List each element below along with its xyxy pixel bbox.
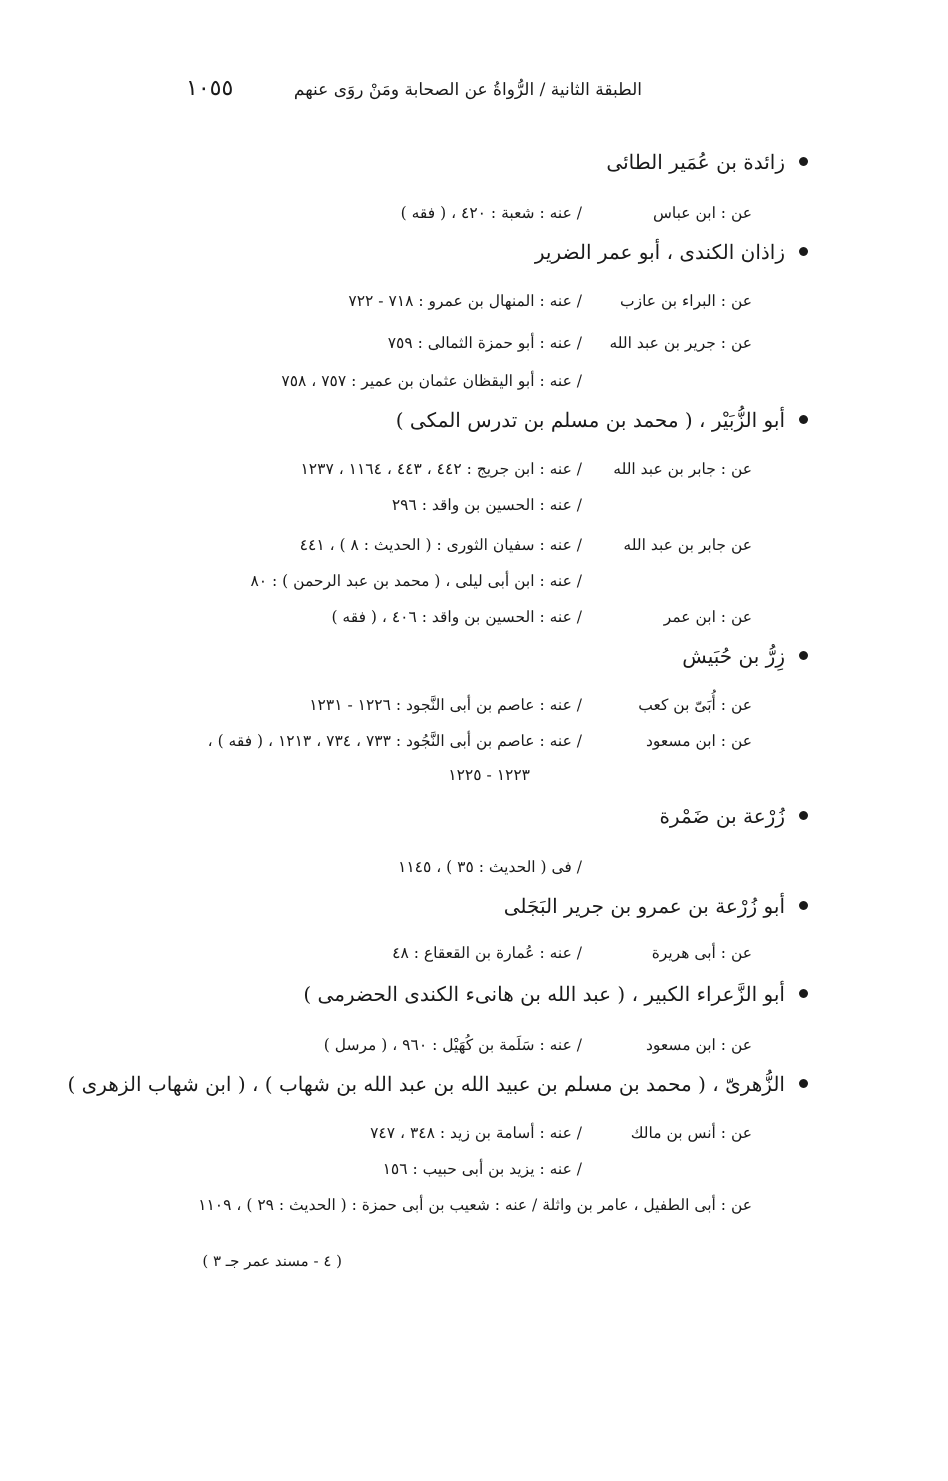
to-cell: / عنه : الحسين بن واقد : ٤٠٦ ، ( فقه ) [331, 608, 582, 626]
to-cell: / عنه : ابن أبى ليلى ، ( محمد بن عبد الرحمن ) : ٨٠ [250, 572, 582, 590]
bullet-icon [799, 811, 808, 820]
bullet-icon [799, 901, 808, 910]
to-cell: / عنه : أبو اليقظان عثمان بن عمير : ٧٥٧ ، ٧٥٨ [281, 372, 582, 390]
to-cell: ١٢٢٣ - ١٢٢٥ [448, 766, 530, 784]
from-cell: عن : جابر بن عبد الله [613, 460, 752, 478]
to-cell: / عنه : يزيد بن أبى حبيب : ١٥٦ [382, 1160, 582, 1178]
to-cell: / عنه : عُمارة بن القعقاع : ٤٨ [392, 944, 582, 962]
to-cell: / عنه : عاصم بن أبى النَّجود : ١٢٢٦ - ١٢٣١ [309, 696, 582, 714]
page-number: ١٠٥٥ [186, 76, 234, 101]
to-cell: / عنه : سفيان الثورى : ( الحديث : ٨ ) ، ٤٤١ [299, 536, 582, 554]
narrator-name: زُرْعة بن ضَمْرة [659, 804, 785, 828]
bullet-icon [799, 989, 808, 998]
from-cell: عن : البراء بن عازب [620, 292, 752, 310]
from-cell-fullwidth: عن : أبى الطفيل ، عامر بن واثلة / عنه : شعيب بن أبى حمزة : ( الحديث : ٢٩ ) ، ١١٠٩ [198, 1196, 752, 1214]
to-cell: / عنه : ابن جريج : ٤٤٢ ، ٤٤٣ ، ١١٦٤ ، ١٢٣٧ [300, 460, 582, 478]
narrator-entry [659, 804, 808, 828]
from-cell: عن : أبى هريرة [651, 944, 752, 962]
narrator-name: أبو الزَّعراء الكبير ، ( عبد الله بن هانىء الكندى الحضرمى ) [303, 982, 785, 1006]
narrator-entry [606, 150, 808, 174]
narrator-entry [67, 1072, 808, 1096]
from-cell: عن : ابن مسعود [646, 1036, 752, 1054]
narrator-name: زِرُّ بن حُبَيش [682, 644, 785, 668]
narrator-name: الزُّهرىّ ، ( محمد بن مسلم بن عبيد الله بن عبد الله بن شهاب ) ، ( ابن شهاب الزهرى ) [67, 1072, 785, 1096]
bullet-icon [799, 415, 808, 424]
from-cell: عن جابر بن عبد الله [623, 536, 752, 554]
to-cell: / عنه : عاصم بن أبى النَّجُود : ٧٣٣ ، ٧٣٤ ، ١٢١٣ ، ( فقه ) ، [207, 732, 582, 750]
to-cell: / فى ( الحديث : ٣٥ ) ، ١١٤٥ [398, 858, 582, 876]
to-cell: / عنه : سَلَمة بن كُهَيْل : ٩٦٠ ، ( مرسل ) [323, 1036, 582, 1054]
narrator-name: أبو الزُّبَيْر ، ( محمد بن مسلم بن تدرس المكى ) [395, 408, 785, 432]
to-cell: / عنه : المنهال بن عمرو : ٧١٨ - ٧٢٢ [348, 292, 582, 310]
bullet-icon [799, 157, 808, 166]
to-cell: / عنه : أبو حمزة الثمالى : ٧٥٩ [387, 334, 582, 352]
from-cell: عن : جرير بن عبد الله [609, 334, 752, 352]
to-cell: / عنه : أسامة بن زيد : ٣٤٨ ، ٧٤٧ [370, 1124, 582, 1142]
narrator-name: زائدة بن عُمَير الطائى [606, 150, 785, 174]
from-cell: عن : أنس بن مالك [630, 1124, 752, 1142]
to-cell: / عنه : شعبة : ٤٢٠ ، ( فقه ) [400, 204, 582, 222]
from-cell: عن : أُبَىّ بن كعب [638, 696, 752, 714]
narrator-entry [396, 408, 808, 432]
narrator-entry [535, 240, 808, 264]
running-header-title: الطبقة الثانية / الرُّواةُ عن الصحابة ومَنْ روَى عنهم [293, 80, 642, 100]
from-cell: عن : ابن مسعود [646, 732, 752, 750]
footer-signature: ( ٤ - مسند عمر جـ ٣ ) [202, 1252, 342, 1270]
narrator-entry [682, 644, 808, 668]
from-cell: عن : ابن عباس [652, 204, 752, 222]
narrator-entry [504, 894, 808, 918]
narrator-entry [303, 982, 808, 1006]
to-cell: / عنه : الحسين بن واقد : ٢٩٦ [391, 496, 582, 514]
bullet-icon [799, 651, 808, 660]
narrator-name: أبو زُرْعة بن عمرو بن جرير البَجَلى [503, 894, 785, 918]
narrator-name: زاذان الكندى ، أبو عمر الضرير [534, 240, 785, 264]
bullet-icon [799, 247, 808, 256]
bullet-icon [799, 1079, 808, 1088]
from-cell: عن : ابن عمر [663, 608, 752, 626]
